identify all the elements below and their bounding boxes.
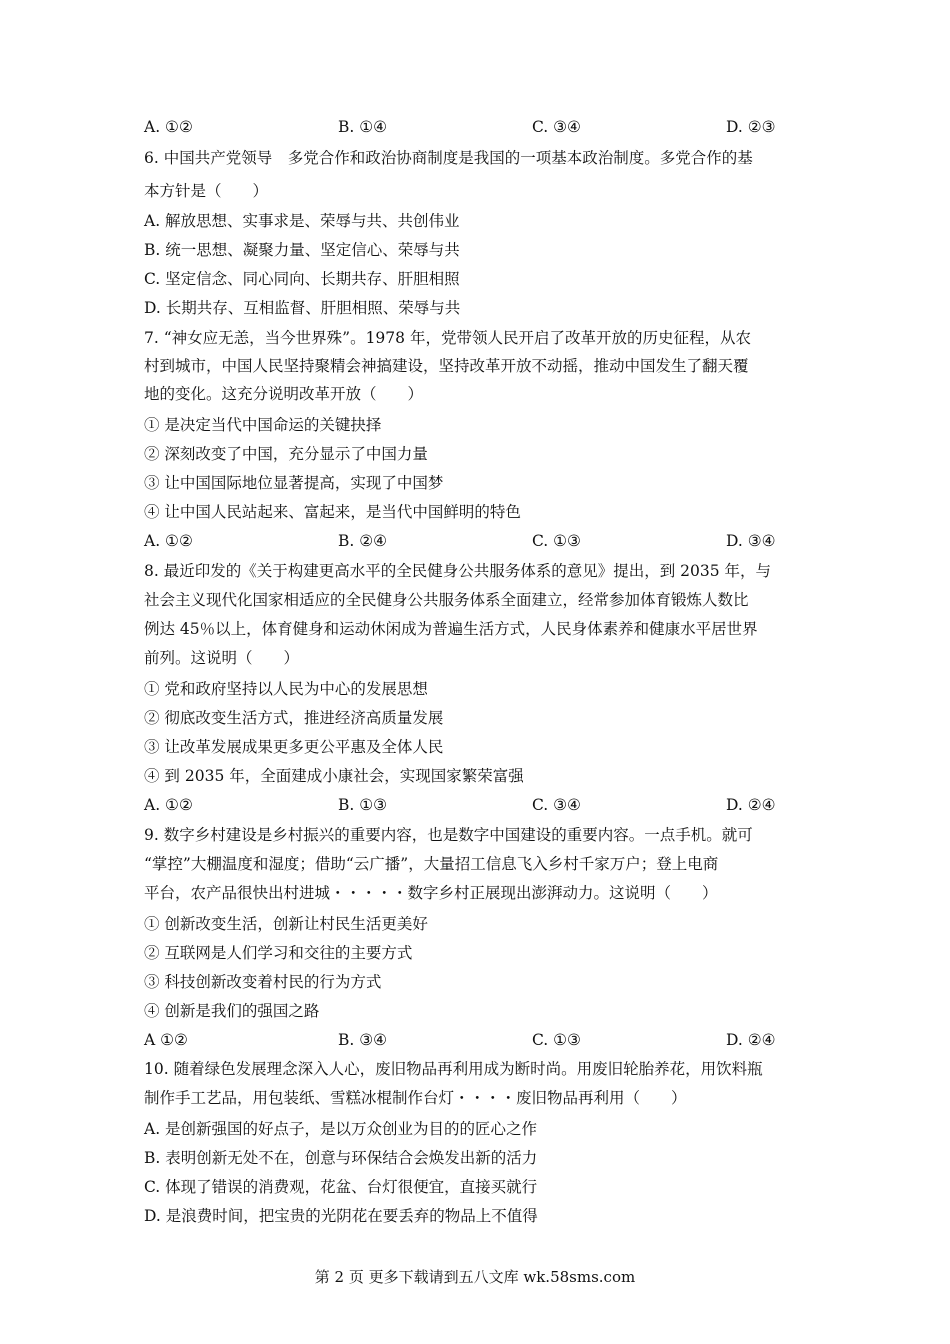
q9-item-2: ② 互联网是人们学习和交往的主要方式 bbox=[144, 944, 413, 962]
q8-stem-line-2: 社会主义现代化国家相适应的全民健身公共服务体系全面建立，经常参加体育锻炼人数比 bbox=[144, 591, 749, 609]
q6-choice-a: A. 解放思想、实事求是、荣辱与共、共创伟业 bbox=[144, 212, 460, 230]
q7-item-4: ④ 让中国人民站起来、富起来，是当代中国鲜明的特色 bbox=[144, 503, 521, 521]
option-d: D. ③④ bbox=[726, 532, 776, 550]
q8-stem-line-4: 前列。这说明（ ） bbox=[144, 649, 300, 667]
q10-stem-line-2: 制作手工艺品，用包装纸、雪糕冰棍制作台灯・・・・废旧物品再利用（ ） bbox=[144, 1089, 687, 1107]
q6-choice-b: B. 统一思想、凝聚力量、坚定信心、荣辱与共 bbox=[144, 241, 460, 259]
option-b: B. ②④ bbox=[338, 532, 388, 550]
q6-choice-d: D. 长期共存、互相监督、肝胆相照、荣辱与共 bbox=[144, 299, 461, 317]
q8-item-1: ① 党和政府坚持以人民为中心的发展思想 bbox=[144, 680, 428, 698]
q10-choice-a: A. 是创新强国的好点子，是以万众创业为目的的匠心之作 bbox=[144, 1120, 538, 1138]
q10-choice-d: D. 是浪费时间，把宝贵的光阴花在要丢弃的物品上不值得 bbox=[144, 1207, 538, 1225]
option-b: B. ①④ bbox=[338, 118, 388, 136]
q9-item-3: ③ 科技创新改变着村民的行为方式 bbox=[144, 973, 382, 991]
option-c: C. ③④ bbox=[532, 796, 581, 814]
option-b: B. ①③ bbox=[338, 796, 388, 814]
option-a: A ①② bbox=[144, 1031, 188, 1049]
option-c: C. ①③ bbox=[532, 532, 581, 550]
q7-item-3: ③ 让中国国际地位显著提高，实现了中国梦 bbox=[144, 474, 444, 492]
option-d: D. ②③ bbox=[726, 118, 776, 136]
option-a: A. ①② bbox=[144, 796, 193, 814]
option-a: A. ①② bbox=[144, 532, 193, 550]
q7-item-2: ② 深刻改变了中国，充分显示了中国力量 bbox=[144, 445, 428, 463]
option-b: B. ③④ bbox=[338, 1031, 388, 1049]
q8-item-3: ③ 让改革发展成果更多更公平惠及全体人民 bbox=[144, 738, 444, 756]
q6-stem-line-1: 6. 中国共产党领导 多党合作和政治协商制度是我国的一项基本政治制度。多党合作的基 bbox=[144, 149, 753, 167]
q9-item-4: ④ 创新是我们的强国之路 bbox=[144, 1002, 320, 1020]
q8-stem-line-1: 8. 最近印发的《关于构建更高水平的全民健身公共服务体系的意见》提出，到 2035 年，与 bbox=[144, 562, 772, 580]
q8-item-2: ② 彻底改变生活方式，推进经济高质量发展 bbox=[144, 709, 444, 727]
q6-choice-c: C. 坚定信念、同心同向、长期共存、肝胆相照 bbox=[144, 270, 460, 288]
option-c: C. ③④ bbox=[532, 118, 581, 136]
q9-stem-line-1: 9. 数字乡村建设是乡村振兴的重要内容，也是数字中国建设的重要内容。一点手机。就可 bbox=[144, 826, 753, 844]
option-d: D. ②④ bbox=[726, 1031, 776, 1049]
q8-item-4: ④ 到 2035 年，全面建成小康社会，实现国家繁荣富强 bbox=[144, 767, 524, 785]
q7-stem-line-3: 地的变化。这充分说明改革开放（ ） bbox=[144, 385, 424, 403]
option-d: D. ②④ bbox=[726, 796, 776, 814]
q8-stem-line-3: 例达 45％以上，体育健身和运动休闲成为普遍生活方式，人民身体素养和健康水平居世界 bbox=[144, 620, 758, 638]
q10-stem-line-1: 10. 随着绿色发展理念深入人心，废旧物品再利用成为断时尚。用废旧轮胎养花，用饮料瓶 bbox=[144, 1060, 763, 1078]
q7-stem-line-2: 村到城市，中国人民坚持聚精会神搞建设，坚持改革开放不动摇，推动中国发生了翻天覆 bbox=[144, 357, 749, 375]
q9-stem-line-3: 平台，农产品很快出村进城・・・・・数字乡村正展现出澎湃动力。这说明（ ） bbox=[144, 884, 718, 902]
q10-choice-c: C. 体现了错误的消费观，花盆、台灯很便宜，直接买就行 bbox=[144, 1178, 538, 1196]
q7-item-1: ① 是决定当代中国命运的关键抉择 bbox=[144, 416, 382, 434]
option-c: C. ①③ bbox=[532, 1031, 581, 1049]
q6-stem-line-2: 本方针是（ ） bbox=[144, 182, 269, 200]
page-footer: 第 2 页 更多下载请到五八文库 wk.58sms.com bbox=[314, 1268, 636, 1286]
q9-item-1: ① 创新改变生活，创新让村民生活更美好 bbox=[144, 915, 428, 933]
option-a: A. ①② bbox=[144, 118, 193, 136]
q7-stem-line-1: 7. “神女应无恙，当今世界殊”。1978 年，党带领人民开启了改革开放的历史征程，从农 bbox=[144, 329, 751, 347]
q10-choice-b: B. 表明创新无处不在，创意与环保结合会焕发出新的活力 bbox=[144, 1149, 538, 1167]
q9-stem-line-2: “掌控”大棚温度和湿度；借助“云广播”，大量招工信息飞入乡村千家万户；登上电商 bbox=[144, 855, 719, 873]
